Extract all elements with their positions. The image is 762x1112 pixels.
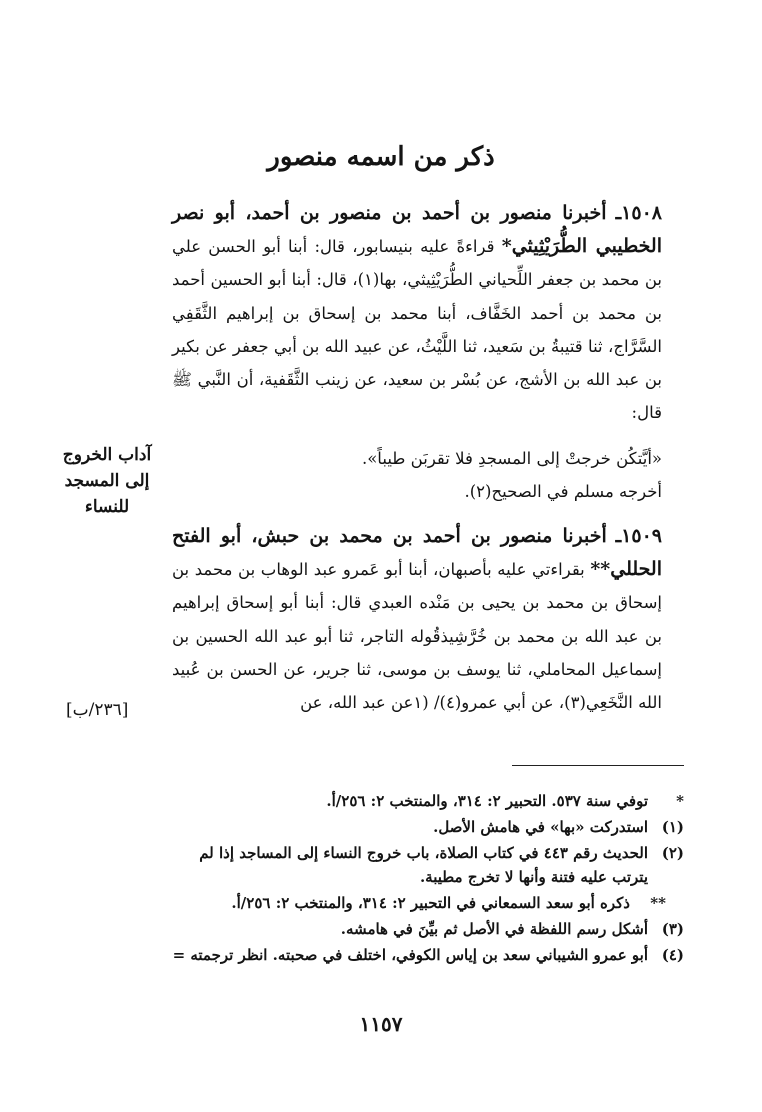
page-number: ١١٥٧ [359,1012,403,1036]
entry-1508 [172,197,684,429]
hadith-text: «أيَّتكُن خرجتْ إلى المسجدِ فلا تقربَن طيباً». [361,449,662,468]
footnote-text: استدركت «بها» في هامش الأصل. [433,818,648,836]
entry-1509-text: بقراءتي عليه بأصبهان، أبنا أبو عَمرو عبد الوهاب بن محمد بن إسحاق بن محمد بن يحيى بن مَنْده العبدي قال: أبنا أبو إسحاق إبراهيم بن عبد الله بن محمد بن خُرَّشِيذقُوله التاجر، ثنا أبو عبد الله الحسين بن إسماعيل المحاملي، ثنا يوسف بن موسى، ثنا جرير، عن الحسن بن عُبيد الله النَّخَعِي(٣)، عن أبي عمرو(٤)/ (١عن عبد الله، عن [172,560,662,713]
footnote-text: ذكره أبو سعد السمعاني في التحبير ٢: ٣١٤، والمنتخب ٢: ٢٥٦/أ. [231,893,630,912]
folio-reference: [٢٣٦/ب] [66,700,129,720]
footnotes [172,790,684,970]
section-heading: ذكر من اسمه منصور [267,142,495,172]
takhrij-text: أخرجه مسلم في الصحيح(٢). [464,482,662,502]
entry-1508-text: قراءةً عليه بنيسابور، قال: أبنا أبو الحسن علي بن محمد بن جعفر اللِّحياني الطُّرَيْثِيثي، بها(١)، قال: أبنا أبو الحسين أحمد بن محمد بن أحمد الخَفَّاف، أبنا محمد بن إسحاق بن إبراهيم الثَّقَفِي السَّرَّاج، ثنا قتيبةُ بن سَعيد، ثنا اللَّيْثُ، عن عبيد الله بن أبي جعفر عن بكير بن عبد الله بن الأشج، عن بُسْر بن سعيد، عن زينب الثَّقَفية، أن النَّبي ﷺ قال: [172,237,662,423]
footnote-mark: ** [650,893,666,912]
footnote-star [172,790,684,814]
footnote-text: أبو عمرو الشيباني سعد بن إياس الكوفي، اختلف في صحبته. انظر ترجمته = [172,945,648,964]
footnote-divider [512,765,684,766]
entry-1509-paragraph [172,520,684,719]
entry-1508-paragraph [172,197,684,429]
footnote-1 [172,816,684,840]
footnote-double-star [172,892,684,916]
footnote-text: توفي سنة ٥٣٧. التحبير ٢: ٣١٤، والمنتخب ٢: ٢٥٦/أ. [326,792,648,810]
footnote-mark: * [676,792,684,810]
footnote-mark: (٤) [661,945,684,964]
entry-1508-number: ١٥٠٨ـ [615,202,662,224]
footnote-mark: (٢) [661,844,684,862]
entry-1509 [172,520,684,719]
hadith-block [172,442,684,508]
entry-1509-number: ١٥٠٩ـ [615,525,662,547]
footnote-text: أشكل رسم اللفظة في الأصل ثم بيِّنَ في هامشه. [340,919,648,938]
footnote-mark: (٣) [661,919,684,938]
footnote-text: الحديث رقم ٤٤٣ في كتاب الصلاة، باب خروج النساء إلى المساجد إذا لم يترتب عليه فتنة وأنها لا تخرج مطيبة. [199,844,648,886]
footnote-2 [172,842,684,889]
footnote-mark: (١) [661,818,684,836]
entry-1509-lead: أخبرنا منصور بن أحمد بن محمد بن حبش، أبو الفتح الحللي** [172,525,662,581]
footnote-3 [172,918,684,942]
footnote-4 [172,944,684,968]
entry-1508-lead: أخبرنا منصور بن أحمد بن منصور بن أحمد، أبو نصر الخطيبي الطُّرَيْثِيثي* [172,202,663,258]
margin-note: آداب الخروج إلى المسجد للنساء [62,445,152,517]
